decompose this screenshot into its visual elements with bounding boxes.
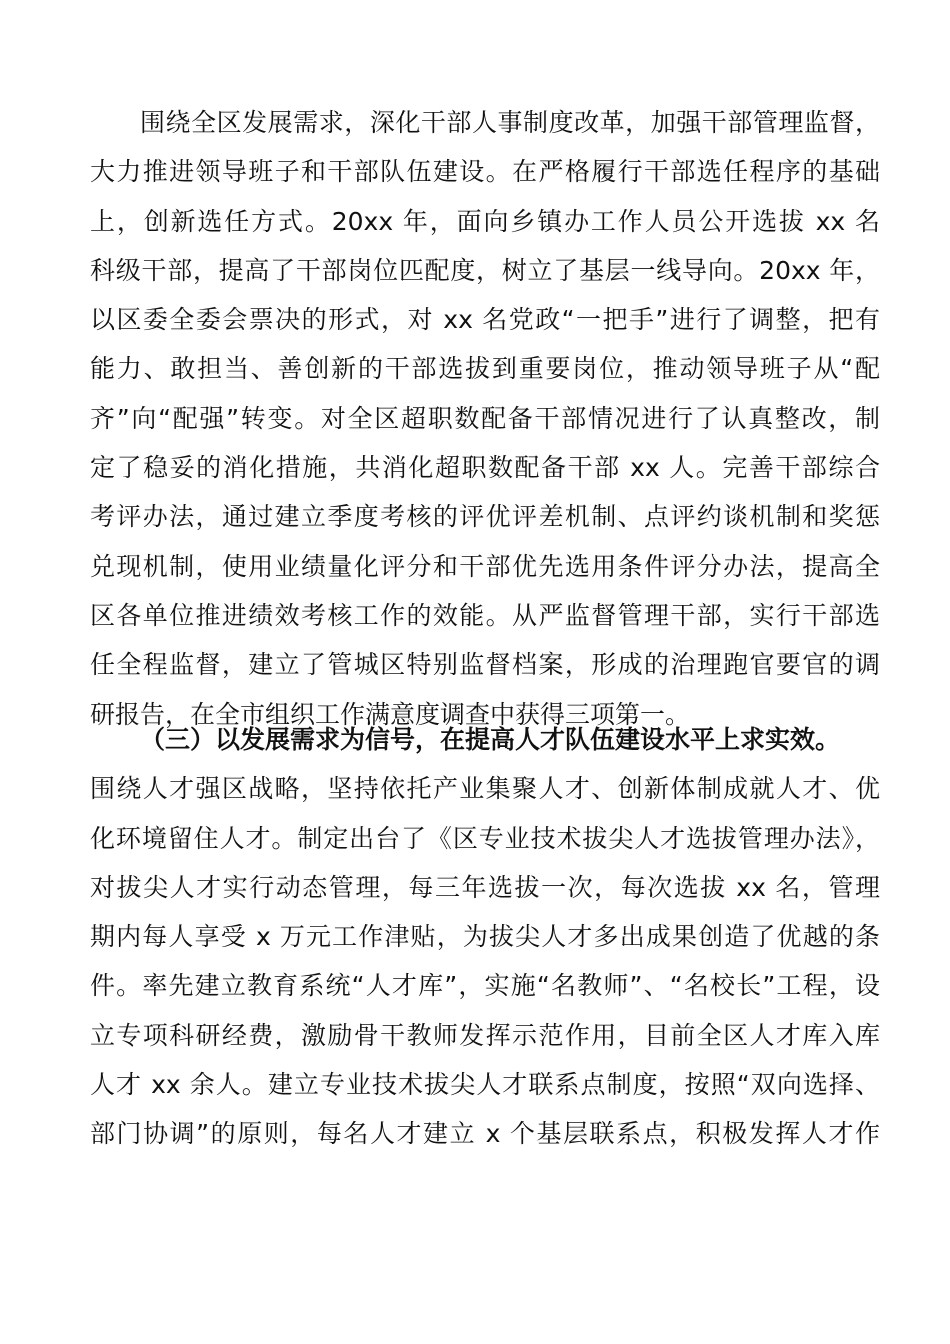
- text-line: 定了稳妥的消化措施，共消化超职数配备干部 xx 人。完善干部综合: [90, 453, 880, 483]
- text-line: 科级干部，提高了干部岗位匹配度，树立了基层一线导向。20xx 年，: [90, 255, 880, 285]
- text-line: 上，创新选任方式。20xx 年，面向乡镇办工作人员公开选拔 xx 名: [90, 206, 880, 236]
- text-line: 围绕人才强区战略，坚持依托产业集聚人才、创新体制成就人才、优: [90, 774, 880, 804]
- text-line: 以区委全委会票决的形式，对 xx 名党政“一把手”进行了调整，把有: [90, 305, 880, 335]
- section-talent-team: [90, 715, 880, 1159]
- text-line: 围绕全区发展需求，深化干部人事制度改革，加强干部管理监督，: [140, 108, 880, 137]
- text-line: 区各单位推进绩效考核工作的效能。从严监督管理干部，实行干部选: [90, 600, 880, 630]
- text-line: 任全程监督，建立了管城区特别监督档案，形成的治理跑官要官的调: [90, 650, 880, 680]
- section-heading: （三）以发展需求为信号，在提高人才队伍建设水平上求实效。: [140, 725, 841, 754]
- text-line: 研报告，在全市组织工作满意度调查中获得三项第一。: [90, 699, 691, 729]
- text-line: 齐”向“配强”转变。对全区超职数配备干部情况进行了认真整改，制: [90, 403, 880, 433]
- text-line: 件。率先建立教育系统“人才库”，实施“名教师”、“名校长”工程，设: [90, 971, 880, 1001]
- text-line: 考评办法，通过建立季度考核的评优评差机制、点评约谈机制和奖惩: [90, 502, 880, 532]
- text-line: 人才 xx 余人。建立专业技术拔尖人才联系点制度，按照“双向选择、: [90, 1070, 880, 1100]
- text-line: 化环境留住人才。制定出台了《区专业技术拔尖人才选拔管理办法》，: [90, 823, 880, 853]
- text-line: 兑现机制，使用业绩量化评分和干部优先选用条件评分办法，提高全: [90, 551, 880, 581]
- text-line: 能力、敢担当、善创新的干部选拔到重要岗位，推动领导班子从“配: [90, 354, 880, 384]
- text-line: 立专项科研经费，激励骨干教师发挥示范作用，目前全区人才库入库: [90, 1020, 880, 1050]
- text-line: 对拔尖人才实行动态管理，每三年选拔一次，每次选拔 xx 名，管理: [90, 872, 880, 902]
- text-line: 部门协调”的原则，每名人才建立 x 个基层联系点，积极发挥人才作: [90, 1119, 880, 1149]
- paragraph-cadre-management: [90, 98, 880, 739]
- text-line: 期内每人享受 x 万元工作津贴，为拔尖人才多出成果创造了优越的条: [90, 922, 880, 952]
- text-line: 大力推进领导班子和干部队伍建设。在严格履行干部选任程序的基础: [90, 157, 880, 187]
